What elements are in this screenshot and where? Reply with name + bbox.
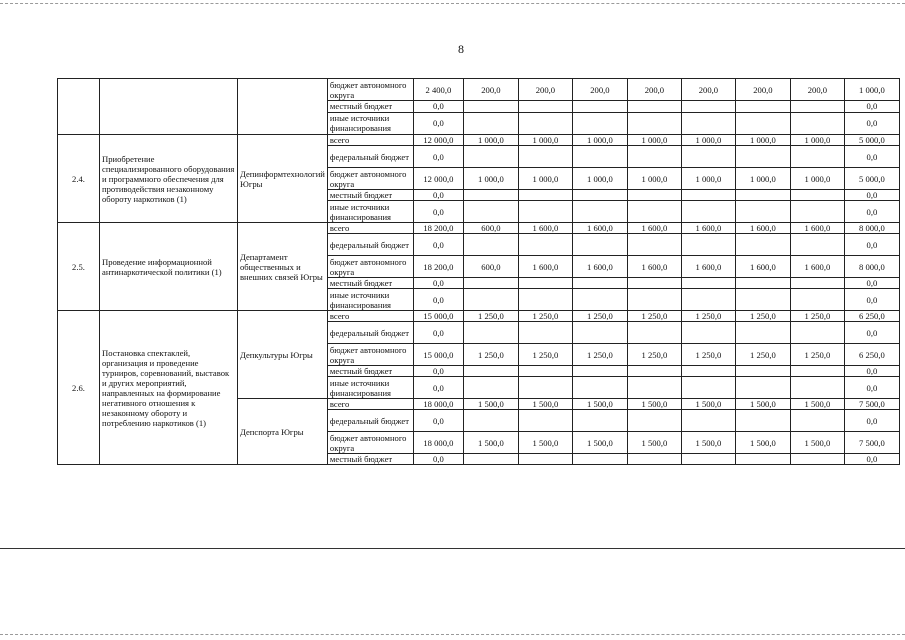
amount-cell [463,377,518,399]
amount-cell: 1 000,0 [627,168,681,190]
amount-cell: 0,0 [413,234,463,256]
amount-cell [518,410,572,432]
amount-cell [572,377,627,399]
amount-cell [627,454,681,465]
amount-cell: 1 500,0 [681,432,735,454]
funding-source: иные источники финансирования [327,377,413,399]
amount-cell: 600,0 [463,223,518,234]
amount-cell [463,112,518,134]
funding-source: бюджет автономного округа [327,79,413,101]
amount-cell: 0,0 [413,101,463,112]
amount-cell [735,201,790,223]
amount-cell: 0,0 [844,201,899,223]
amount-cell: 1 600,0 [627,256,681,278]
amount-cell: 1 600,0 [735,256,790,278]
amount-cell: 0,0 [844,289,899,311]
amount-cell: 1 000,0 [572,135,627,146]
amount-cell [463,366,518,377]
amount-cell [735,377,790,399]
table-row [58,223,900,234]
amount-cell [518,366,572,377]
amount-cell [790,112,844,134]
amount-cell: 1 250,0 [463,344,518,366]
continued-number-cell [58,79,100,135]
funding-source: бюджет автономного округа [327,344,413,366]
amount-cell [627,410,681,432]
amount-cell: 1 250,0 [627,311,681,322]
amount-cell: 1 500,0 [518,399,572,410]
amount-cell: 1 000,0 [681,168,735,190]
amount-cell: 1 250,0 [572,311,627,322]
amount-cell: 7 500,0 [844,432,899,454]
amount-cell: 0,0 [844,234,899,256]
item-name: Приобретение специализированного оборудования и программного обеспечения для противодействия незаконному обороту наркотиков (1) [100,135,238,223]
amount-cell: 0,0 [413,190,463,201]
amount-cell [627,234,681,256]
amount-cell [681,322,735,344]
amount-cell [627,322,681,344]
amount-cell [463,289,518,311]
amount-cell [518,454,572,465]
amount-cell: 1 250,0 [735,344,790,366]
amount-cell [572,112,627,134]
amount-cell [572,322,627,344]
amount-cell: 1 000,0 [463,168,518,190]
executor-name: Депкультуры Югры [238,311,328,399]
amount-cell: 600,0 [463,256,518,278]
amount-cell: 5 000,0 [844,168,899,190]
amount-cell [681,410,735,432]
amount-cell [463,410,518,432]
amount-cell: 0,0 [844,146,899,168]
amount-cell: 12 000,0 [413,168,463,190]
amount-cell: 1 000,0 [790,168,844,190]
amount-cell: 0,0 [844,101,899,112]
funding-source: всего [327,311,413,322]
funding-source: федеральный бюджет [327,410,413,432]
amount-cell [463,278,518,289]
amount-cell [627,112,681,134]
amount-cell: 1 000,0 [735,135,790,146]
amount-cell [790,322,844,344]
amount-cell [572,201,627,223]
scan-top-edge [0,3,905,4]
item-number: 2.5. [58,223,100,311]
amount-cell: 200,0 [790,79,844,101]
amount-cell: 200,0 [681,79,735,101]
amount-cell [572,366,627,377]
amount-cell [790,454,844,465]
amount-cell [627,366,681,377]
amount-cell: 0,0 [844,454,899,465]
amount-cell [735,322,790,344]
amount-cell: 200,0 [572,79,627,101]
amount-cell [463,146,518,168]
amount-cell: 200,0 [518,79,572,101]
amount-cell: 1 250,0 [681,344,735,366]
amount-cell [627,190,681,201]
amount-cell [790,201,844,223]
amount-cell: 0,0 [413,278,463,289]
amount-cell [735,278,790,289]
amount-cell [518,278,572,289]
funding-source: местный бюджет [327,278,413,289]
amount-cell [681,190,735,201]
funding-source: местный бюджет [327,101,413,112]
amount-cell [735,146,790,168]
amount-cell: 1 000,0 [518,135,572,146]
item-number: 2.4. [58,135,100,223]
amount-cell: 6 250,0 [844,344,899,366]
amount-cell: 18 200,0 [413,223,463,234]
amount-cell [735,112,790,134]
funding-source: иные источники финансирования [327,201,413,223]
amount-cell [463,190,518,201]
amount-cell [681,366,735,377]
amount-cell [681,146,735,168]
amount-cell: 15 000,0 [413,311,463,322]
amount-cell: 1 250,0 [681,311,735,322]
amount-cell [627,201,681,223]
funding-source: всего [327,135,413,146]
amount-cell: 0,0 [413,377,463,399]
amount-cell [627,146,681,168]
amount-cell: 1 250,0 [518,344,572,366]
amount-cell [627,289,681,311]
amount-cell: 8 000,0 [844,223,899,234]
amount-cell: 1 500,0 [735,399,790,410]
amount-cell: 0,0 [844,377,899,399]
table-row [58,135,900,146]
amount-cell: 1 500,0 [790,432,844,454]
amount-cell: 1 000,0 [735,168,790,190]
amount-cell [790,289,844,311]
item-number: 2.6. [58,311,100,465]
amount-cell: 1 600,0 [572,256,627,278]
amount-cell [518,101,572,112]
item-name: Проведение информационной антинаркотической политики (1) [100,223,238,311]
scan-bottom-edge [0,634,905,635]
page-cut-line [0,548,905,549]
continued-executor-cell [238,79,328,135]
amount-cell [735,190,790,201]
funding-source: местный бюджет [327,366,413,377]
amount-cell: 18 200,0 [413,256,463,278]
amount-cell: 7 500,0 [844,399,899,410]
amount-cell: 1 250,0 [790,344,844,366]
amount-cell: 1 250,0 [790,311,844,322]
executor-name: Департамент общественных и внешних связей Югры [238,223,328,311]
amount-cell [463,101,518,112]
continued-name-cell [100,79,238,135]
amount-cell [790,366,844,377]
amount-cell [735,234,790,256]
amount-cell [572,289,627,311]
amount-cell: 5 000,0 [844,135,899,146]
amount-cell [790,234,844,256]
amount-cell: 1 250,0 [572,344,627,366]
amount-cell [627,278,681,289]
amount-cell: 1 500,0 [463,399,518,410]
amount-cell [681,278,735,289]
funding-source: местный бюджет [327,190,413,201]
amount-cell [790,101,844,112]
amount-cell: 1 250,0 [518,311,572,322]
amount-cell: 0,0 [844,278,899,289]
amount-cell [735,289,790,311]
amount-cell: 1 000,0 [572,168,627,190]
amount-cell: 1 250,0 [463,311,518,322]
amount-cell [572,278,627,289]
amount-cell: 0,0 [413,112,463,134]
funding-source: федеральный бюджет [327,234,413,256]
amount-cell [518,377,572,399]
amount-cell [790,278,844,289]
funding-source: всего [327,223,413,234]
funding-source: иные источники финансирования [327,289,413,311]
amount-cell: 200,0 [735,79,790,101]
amount-cell: 1 600,0 [572,223,627,234]
amount-cell: 1 500,0 [572,432,627,454]
amount-cell: 0,0 [844,410,899,432]
amount-cell: 18 000,0 [413,432,463,454]
amount-cell: 1 000,0 [844,79,899,101]
amount-cell: 1 500,0 [572,399,627,410]
amount-cell [681,289,735,311]
executor-name: Депспорта Югры [238,399,328,465]
amount-cell: 1 500,0 [463,432,518,454]
amount-cell: 1 500,0 [627,399,681,410]
amount-cell [518,289,572,311]
funding-source: иные источники финансирования [327,112,413,134]
amount-cell: 1 600,0 [518,223,572,234]
amount-cell [790,377,844,399]
amount-cell: 200,0 [463,79,518,101]
amount-cell: 1 600,0 [518,256,572,278]
amount-cell: 1 000,0 [681,135,735,146]
amount-cell [572,146,627,168]
amount-cell: 12 000,0 [413,135,463,146]
amount-cell [681,112,735,134]
funding-source: федеральный бюджет [327,146,413,168]
funding-source: местный бюджет [327,454,413,465]
amount-cell [518,322,572,344]
amount-cell [681,377,735,399]
amount-cell: 1 600,0 [681,256,735,278]
amount-cell [790,146,844,168]
amount-cell: 1 500,0 [681,399,735,410]
amount-cell: 1 600,0 [790,256,844,278]
amount-cell [627,377,681,399]
amount-cell: 0,0 [413,410,463,432]
funding-source: бюджет автономного округа [327,168,413,190]
amount-cell: 8 000,0 [844,256,899,278]
amount-cell: 0,0 [413,322,463,344]
amount-cell: 1 600,0 [627,223,681,234]
amount-cell: 18 000,0 [413,399,463,410]
amount-cell: 1 000,0 [518,168,572,190]
amount-cell [681,101,735,112]
amount-cell: 1 500,0 [790,399,844,410]
amount-cell [735,454,790,465]
amount-cell: 2 400,0 [413,79,463,101]
amount-cell: 200,0 [627,79,681,101]
executor-name: Депинформтехнологий Югры [238,135,328,223]
amount-cell [518,146,572,168]
funding-source: бюджет автономного округа [327,432,413,454]
amount-cell [463,201,518,223]
amount-cell [681,454,735,465]
budget-table [57,78,900,465]
table-row [58,79,900,101]
amount-cell: 0,0 [844,190,899,201]
amount-cell [518,112,572,134]
amount-cell: 15 000,0 [413,344,463,366]
amount-cell [518,201,572,223]
amount-cell [463,234,518,256]
amount-cell [572,101,627,112]
amount-cell: 1 500,0 [627,432,681,454]
table-row [58,311,900,322]
amount-cell: 0,0 [844,366,899,377]
funding-source: федеральный бюджет [327,322,413,344]
amount-cell: 1 250,0 [735,311,790,322]
amount-cell: 1 600,0 [681,223,735,234]
amount-cell [790,190,844,201]
amount-cell [572,190,627,201]
page-number: 8 [458,42,464,56]
amount-cell [735,101,790,112]
amount-cell [627,101,681,112]
amount-cell [572,410,627,432]
funding-source: бюджет автономного округа [327,256,413,278]
budget-table-body [58,79,900,465]
amount-cell: 0,0 [413,201,463,223]
amount-cell: 1 000,0 [463,135,518,146]
amount-cell [735,366,790,377]
amount-cell [463,322,518,344]
amount-cell: 1 000,0 [627,135,681,146]
amount-cell: 6 250,0 [844,311,899,322]
amount-cell: 1 500,0 [518,432,572,454]
amount-cell: 0,0 [844,112,899,134]
amount-cell [681,201,735,223]
amount-cell: 1 600,0 [735,223,790,234]
item-name: Постановка спектаклей, организация и проведение турниров, соревнований, выставок и других мероприятий, направленных на формирование негативного отношения к незаконному обороту и потреблению наркотиков (1) [100,311,238,465]
amount-cell: 0,0 [413,289,463,311]
amount-cell: 1 500,0 [735,432,790,454]
amount-cell [572,234,627,256]
amount-cell: 0,0 [413,366,463,377]
amount-cell [735,410,790,432]
amount-cell: 1 000,0 [790,135,844,146]
funding-source: всего [327,399,413,410]
amount-cell [518,190,572,201]
amount-cell: 1 600,0 [790,223,844,234]
amount-cell: 0,0 [844,322,899,344]
amount-cell: 1 250,0 [627,344,681,366]
amount-cell [463,454,518,465]
amount-cell: 0,0 [413,146,463,168]
amount-cell [790,410,844,432]
amount-cell [681,234,735,256]
amount-cell [572,454,627,465]
amount-cell: 0,0 [413,454,463,465]
amount-cell [518,234,572,256]
